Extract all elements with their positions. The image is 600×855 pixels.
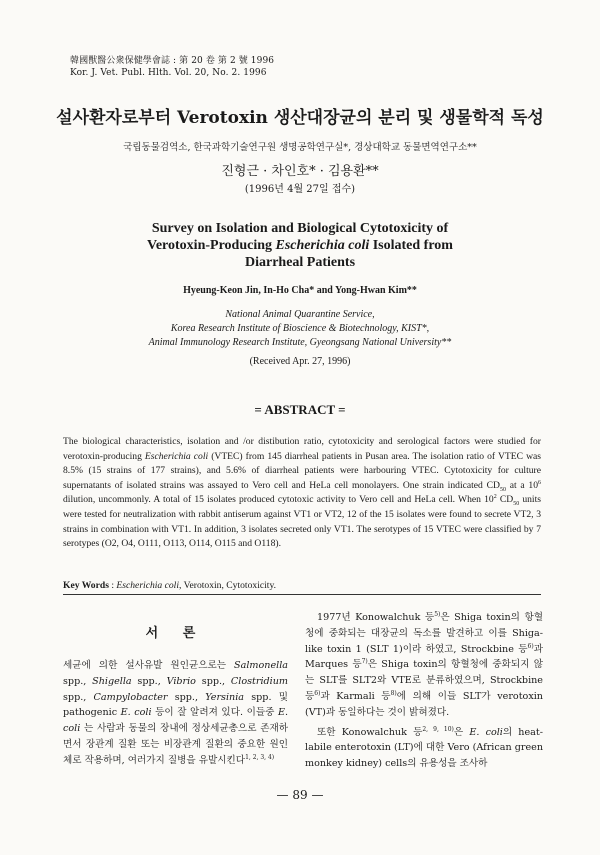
genus-name: Yersinia	[205, 691, 244, 703]
abstract-subscript: 50	[513, 501, 520, 508]
abstract-superscript: 6	[538, 479, 541, 486]
reference-marker: 6)	[527, 642, 534, 650]
abstract-body	[63, 435, 541, 552]
abstract-species: Escherichia coli	[144, 450, 209, 462]
keywords-label: Key Words	[63, 580, 109, 591]
body-text: 1977년 Konowalchuk 등	[317, 612, 435, 623]
body-text: 세균에 의한 설사유발 원인균으로는	[63, 660, 235, 671]
abstract-superscript: 2	[493, 494, 497, 501]
body-text: 등이 잘 알려져 있다. 이들중	[151, 707, 278, 719]
section-heading-introduction: 서 론	[145, 626, 206, 641]
english-title-line2	[60, 237, 540, 254]
reference-marker: 8)	[390, 689, 397, 697]
title-species: Escherichia coli	[275, 238, 370, 253]
abstract-heading: = ABSTRACT =	[254, 402, 346, 417]
page-number: — 89 —	[276, 788, 324, 802]
journal-header	[70, 55, 274, 79]
english-title	[60, 220, 540, 271]
reference-marker: 6)	[314, 689, 321, 697]
genus-name: Campylobacter	[93, 691, 168, 703]
genus-name: Salmonella	[234, 660, 288, 671]
title-text: Verotoxin-Producing	[147, 238, 276, 253]
body-text: 또한 Konowalchuk 등	[317, 726, 423, 738]
right-paragraph-2	[305, 725, 543, 772]
abstract-text: units were tested for neutralization with rabbit antiserum against VT1 or VT2, 12 of the 15 isolates were found to secrete VT2, 3 strains in combination with VT1. In addition, 3 isolates secreted only VT1. The serotypes of 15 VTEC were classified by 7 serotypes (O2, O4, O111, O113, O114, O115 and O118).	[63, 494, 541, 550]
affiliation-2: Korea Research Institute of Bioscience & Biotechnology, KIST*,	[170, 323, 430, 334]
reference-marker: 7)	[361, 658, 368, 666]
body-text: 과 Marques 등	[305, 643, 543, 671]
abstract-text: (VTEC) from 145 diarrheal patients in Pusan area. The isolation ratio of VTEC was 8.5% (15 strains of 177 strains), and 5.6% of diarrheal patients were harbouring VTEC. Cytotoxicity for culture supernatants of isolated strains was assayed to Vero cell and HeLa cell monolayers. One strain indicated CD	[63, 450, 541, 491]
abstract-text: at a 10	[505, 479, 538, 491]
keywords-separator: :	[108, 580, 117, 591]
genus-name: Shigella	[92, 675, 132, 687]
abstract-text: CD	[496, 494, 514, 506]
genus-name: Clostridium	[230, 675, 289, 687]
species-name: E. coli	[63, 707, 288, 735]
body-text: spp. 및 pathogenic	[63, 691, 289, 719]
korean-authors: 진형근 · 차인호* · 김용환**	[221, 164, 379, 179]
reference-marker: 2, 9, 10)	[422, 725, 454, 733]
body-text: 과 Karmali 등	[320, 690, 391, 702]
reference-marker: 5)	[434, 610, 441, 618]
reference-marker: 1, 2, 3, 4)	[245, 753, 275, 761]
right-column-text	[305, 610, 543, 772]
keywords	[63, 580, 541, 591]
keywords-rest: , Verotoxin, Cytotoxicity.	[179, 580, 277, 591]
affiliation-3: Animal Immunology Research Institute, Gyeongsang National University**	[148, 337, 452, 348]
body-text: spp.,	[63, 675, 93, 687]
journal-line-english: Kor. J. Vet. Publ. Hlth. Vol. 20, No. 2. 1996	[70, 68, 267, 78]
keyword-species: Escherichia coli	[116, 580, 180, 591]
body-text: 은 Shiga toxin의 항혈청에 중화되는 대장균의 독소를 발견하고 이를 Shiga-like toxin 1 (SLT 1)이라 하였고, Strockbine 등	[305, 612, 543, 655]
body-text: 에 의해 이들 SLT가 verotoxin (VT)과 동일하다는 것이 밝혀졌다.	[305, 690, 543, 718]
affiliation-1: National Animal Quarantine Service,	[225, 309, 375, 320]
keywords-divider	[63, 594, 541, 595]
english-title-line3: Diarrheal Patients	[244, 255, 356, 270]
abstract-subscript: 50	[499, 486, 506, 493]
english-authors: Hyeung-Keon Jin, In-Ho Cha* and Yong-Hwan Kim**	[183, 285, 417, 296]
title-text: Isolated from	[369, 238, 453, 253]
body-text: 은 Shiga toxin의 항혈청에 중화되지 않는 SLT를 SLT2와 VTE로 분류하였으며, Strockbine 등	[305, 659, 543, 702]
korean-received-date: (1996년 4월 27일 접수)	[244, 184, 356, 195]
korean-title: 설사환자로부터 Verotoxin 생산대장균의 분리 및 생물학적 독성	[56, 108, 544, 128]
left-column-text	[63, 658, 288, 769]
korean-affiliations: 국립동물검역소, 한국과학기술연구원 생명공학연구실*, 경상대학교 동물면역연구소**	[123, 142, 477, 153]
right-paragraph-1	[305, 610, 543, 721]
body-text: spp.,	[63, 691, 94, 703]
body-text: 는 사람과 동물의 장내에 정상세균총으로 존재하면서 장관계 질환 또는 비장관계 질환의 중요한 원인체로 작용하며, 여러가지 질병을 유발시킨다	[63, 723, 288, 766]
body-text: 의 heat-labile enterotoxin (LT)에 대한 Vero (African green monkey kidney) cells의 유용성을 조사하	[305, 726, 543, 770]
body-text: spp.,	[131, 675, 167, 687]
body-text: 은	[453, 726, 470, 738]
body-text: spp.,	[167, 691, 206, 703]
genus-name: Vibrio	[166, 675, 196, 687]
english-received-date: (Received Apr. 27, 1996)	[249, 356, 351, 367]
body-text: spp.,	[195, 675, 231, 687]
english-title-line1: Survey on Isolation and Biological Cytotoxicity of	[151, 221, 449, 236]
abstract-text: dilution, uncommonly. A total of 15 isolates produced cytotoxic activity to Vero cell and HeLa cell. When 10	[63, 494, 494, 506]
abstract-text: The biological characteristics, isolation and /or distibution ratio, cytotoxicity and serological factors were studied for verotoxin-producing	[63, 436, 541, 462]
english-affiliations	[0, 308, 600, 350]
species-name: E. coli	[469, 726, 503, 738]
species-name: E. coli	[120, 707, 152, 719]
journal-line-korean: 韓國獸醫公衆保健學會誌 : 第 20 卷 第 2 號 1996	[70, 56, 275, 66]
